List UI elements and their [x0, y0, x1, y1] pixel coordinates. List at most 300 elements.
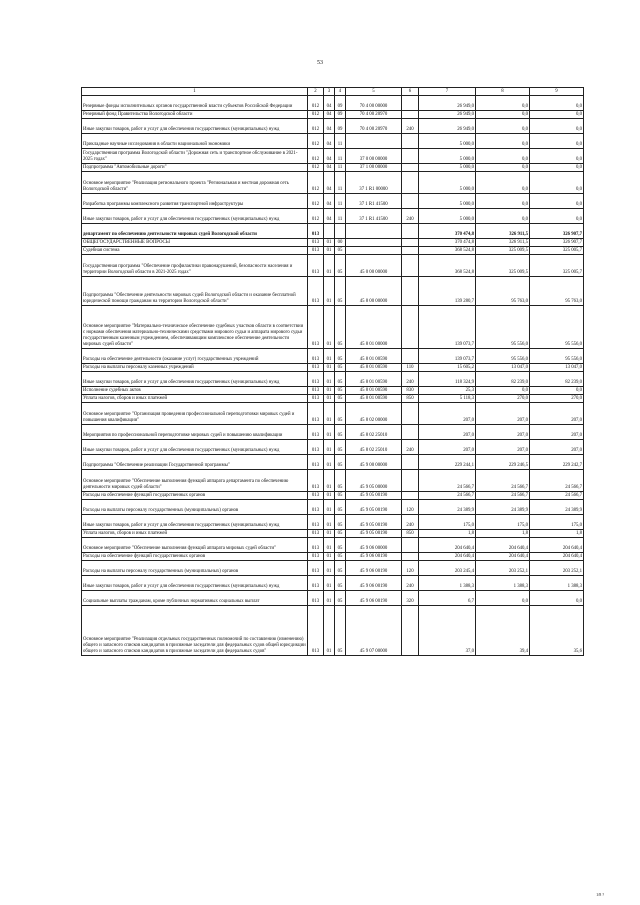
expense-type-code: 120 — [402, 500, 419, 515]
subsection-code: 05 — [335, 530, 346, 538]
subsection-code: 05 — [335, 440, 346, 455]
amount-year-1: 139 073,7 — [419, 306, 476, 349]
table-row — [82, 194, 584, 209]
target-article-code: 45 8 01 00590 — [346, 372, 402, 387]
amount-year-1: 5 000,0 — [419, 164, 476, 172]
amount-year-3: 203 252,1 — [530, 561, 584, 576]
amount-year-3: 24 566,7 — [530, 470, 584, 492]
admin-code: 013 — [308, 530, 324, 538]
section-code: 01 — [324, 403, 335, 425]
row-name: департамент по обеспечению деятельности мировых судей Вологодской области — [82, 224, 308, 239]
section-code: 04 — [324, 209, 335, 224]
admin-code: 012 — [308, 209, 324, 224]
admin-code: 013 — [308, 239, 324, 247]
amount-year-1: 370 474,8 — [419, 239, 476, 247]
expense-type-code — [402, 425, 419, 440]
amount-year-2: 0,0 — [476, 134, 530, 149]
column-header: 6 — [402, 88, 419, 96]
section-code: 04 — [324, 172, 335, 194]
section-code: 01 — [324, 470, 335, 492]
amount-year-2: 95 556,0 — [476, 306, 530, 349]
row-name: Государственная программа "Обеспечение профилактики правонарушений, безопасности населения и территории Вологодской области в 2021-2025 годах" — [82, 255, 308, 277]
amount-year-1: 175,0 — [419, 515, 476, 530]
expense-type-code — [402, 172, 419, 194]
table-row — [82, 576, 584, 591]
admin-code: 013 — [308, 395, 324, 403]
expense-type-code — [402, 164, 419, 172]
row-name: Подпрограмма "Обеспечение реализации Государственной программы" — [82, 455, 308, 470]
target-article-code: 45 8 02 25010 — [346, 425, 402, 440]
amount-year-2: 204 640,4 — [476, 538, 530, 553]
expense-type-code: 240 — [402, 119, 419, 134]
table-row — [82, 239, 584, 247]
expense-type-code — [402, 277, 419, 306]
admin-code: 013 — [308, 553, 324, 561]
amount-year-3: 0,0 — [530, 209, 584, 224]
target-article-code: 45 9 05 00190 — [346, 530, 402, 538]
target-article-code: 70 4 00 20970 — [346, 111, 402, 119]
table-row — [82, 134, 584, 149]
target-article-code: 45 9 05 00000 — [346, 470, 402, 492]
amount-year-3: 326 907,7 — [530, 224, 584, 239]
subsection-code: 05 — [335, 425, 346, 440]
amount-year-3: 95 763,0 — [530, 277, 584, 306]
expense-type-code: 240 — [402, 372, 419, 387]
amount-year-1: 15 605,2 — [419, 364, 476, 372]
section-code: 01 — [324, 306, 335, 349]
section-code: 04 — [324, 134, 335, 149]
section-code: 01 — [324, 530, 335, 538]
row-name: Иные закупки товаров, работ и услуг для обеспечения государственных (муниципальных) нужд — [82, 576, 308, 591]
admin-code: 013 — [308, 403, 324, 425]
subsection-code: 09 — [335, 111, 346, 119]
amount-year-1: 1,8 — [419, 530, 476, 538]
target-article-code — [346, 134, 402, 149]
subsection-code: 05 — [335, 538, 346, 553]
admin-code: 012 — [308, 96, 324, 111]
target-article-code: 45 9 05 00190 — [346, 492, 402, 500]
amount-year-2: 325 009,5 — [476, 247, 530, 255]
admin-code: 012 — [308, 119, 324, 134]
row-name: Основное мероприятие "Обеспечение выполнения функций аппарата мировых судей области" — [82, 538, 308, 553]
section-code: 01 — [324, 239, 335, 247]
row-name: Резервные фонды исполнительных органов государственной власти субъектов Российской Федерации — [82, 96, 308, 111]
amount-year-2: 13 047,0 — [476, 364, 530, 372]
row-name: Государственная программа Вологодской области "Дорожная сеть и транспортное обслуживание в 2021-2025 годах" — [82, 149, 308, 164]
target-article-code: 45 9 06 00000 — [346, 538, 402, 553]
row-name: Расходы на выплаты персоналу казенных учреждений — [82, 364, 308, 372]
amount-year-3: 1,8 — [530, 530, 584, 538]
subsection-code — [335, 224, 346, 239]
amount-year-1: 207,0 — [419, 403, 476, 425]
row-name: Судебная система — [82, 247, 308, 255]
amount-year-1: 24 566,7 — [419, 470, 476, 492]
amount-year-3: 229 242,7 — [530, 455, 584, 470]
row-name: Расходы на обеспечение функций государственных органов — [82, 553, 308, 561]
column-header: 2 — [308, 88, 324, 96]
subsection-code: 05 — [335, 553, 346, 561]
table-row — [82, 306, 584, 349]
section-code: 01 — [324, 387, 335, 395]
admin-code: 013 — [308, 440, 324, 455]
amount-year-3: 0,0 — [530, 387, 584, 395]
subsection-code: 05 — [335, 455, 346, 470]
subsection-code: 11 — [335, 149, 346, 164]
expense-type-code: 240 — [402, 515, 419, 530]
admin-code: 013 — [308, 306, 324, 349]
admin-code: 013 — [308, 224, 324, 239]
target-article-code: 45 9 00 00000 — [346, 455, 402, 470]
row-name: Расходы на выплаты персоналу государственных (муниципальных) органов — [82, 500, 308, 515]
amount-year-3: 325 005,7 — [530, 255, 584, 277]
subsection-code: 05 — [335, 247, 346, 255]
section-code: 01 — [324, 255, 335, 277]
subsection-code: 05 — [335, 395, 346, 403]
amount-year-1: 25,3 — [419, 387, 476, 395]
amount-year-1: 207,0 — [419, 440, 476, 455]
section-code: 01 — [324, 492, 335, 500]
admin-code: 013 — [308, 500, 324, 515]
row-name: Иные закупки товаров, работ и услуг для обеспечения государственных (муниципальных) нужд — [82, 209, 308, 224]
table-row — [82, 96, 584, 111]
column-header: 9 — [530, 88, 584, 96]
target-article-code: 45 9 06 00190 — [346, 553, 402, 561]
expense-type-code — [402, 306, 419, 349]
column-header: 7 — [419, 88, 476, 96]
amount-year-1: 368 524,8 — [419, 247, 476, 255]
target-article-code — [346, 224, 402, 239]
row-name: Мероприятия по профессиональной переподготовке мировых судей и повышению квалификации — [82, 425, 308, 440]
subsection-code: 05 — [335, 364, 346, 372]
column-header: 4 — [335, 88, 346, 96]
row-name: Расходы на обеспечение деятельности (оказание услуг) государственных учреждений — [82, 349, 308, 364]
amount-year-3: 204 640,4 — [530, 538, 584, 553]
budget-table — [81, 87, 584, 656]
amount-year-1: 118 324,9 — [419, 372, 476, 387]
column-header: 3 — [324, 88, 335, 96]
table-row — [82, 149, 584, 164]
amount-year-1: 368 524,8 — [419, 255, 476, 277]
amount-year-3: 0,0 — [530, 111, 584, 119]
section-code — [324, 224, 335, 239]
table-row — [82, 372, 584, 387]
table-row — [82, 395, 584, 403]
amount-year-3: 0,0 — [530, 149, 584, 164]
amount-year-3: 95 556,0 — [530, 306, 584, 349]
column-header: 8 — [476, 88, 530, 96]
table-row — [82, 119, 584, 134]
row-name: Уплата налогов, сборов и иных платежей — [82, 395, 308, 403]
amount-year-1: 5 000,0 — [419, 134, 476, 149]
column-header: 1 — [82, 88, 308, 96]
amount-year-3: 0,0 — [530, 194, 584, 209]
target-article-code — [346, 247, 402, 255]
amount-year-1: 204 640,4 — [419, 538, 476, 553]
section-code: 01 — [324, 591, 335, 606]
amount-year-2: 24 389,9 — [476, 500, 530, 515]
expense-type-code — [402, 224, 419, 239]
table-row — [82, 349, 584, 364]
amount-year-1: 6,7 — [419, 591, 476, 606]
table-row — [82, 224, 584, 239]
admin-code: 013 — [308, 561, 324, 576]
section-code: 01 — [324, 455, 335, 470]
row-name: Основное мероприятие "Материально-техническое обеспечение судебных участков области в соответствии с нормами обеспечения материально-техническими средствами мирового судьи и аппарата мирового судьи государственным казенным учреждением, обеспечивающим комплексное обеспечение деятельности мировых судей области" — [82, 306, 308, 349]
row-name: Иные закупки товаров, работ и услуг для обеспечения государственных (муниципальных) нужд — [82, 440, 308, 455]
target-article-code: 45 9 06 00190 — [346, 591, 402, 606]
subsection-code: 09 — [335, 119, 346, 134]
amount-year-1: 5 000,0 — [419, 209, 476, 224]
admin-code: 013 — [308, 606, 324, 656]
amount-year-2: 39,4 — [476, 606, 530, 656]
admin-code: 012 — [308, 172, 324, 194]
amount-year-2: 0,0 — [476, 149, 530, 164]
amount-year-2: 95 763,0 — [476, 277, 530, 306]
expense-type-code — [402, 553, 419, 561]
amount-year-1: 5 118,3 — [419, 395, 476, 403]
admin-code: 013 — [308, 591, 324, 606]
row-name: Основное мероприятие "Организация проведения профессиональной переподготовки мировых судей и повышения квалификации" — [82, 403, 308, 425]
amount-year-1: 139 073,7 — [419, 349, 476, 364]
table-row — [82, 553, 584, 561]
amount-year-1: 370 474,8 — [419, 224, 476, 239]
amount-year-2: 0,0 — [476, 209, 530, 224]
row-name: Основное мероприятие "Обеспечение выполнения функций аппарата департамента по обеспечению деятельности мировых судей области" — [82, 470, 308, 492]
expense-type-code — [402, 239, 419, 247]
target-article-code: 45 9 05 00190 — [346, 515, 402, 530]
amount-year-2: 207,0 — [476, 425, 530, 440]
section-code: 01 — [324, 515, 335, 530]
amount-year-2: 1,8 — [476, 530, 530, 538]
expense-type-code: 850 — [402, 530, 419, 538]
table-row — [82, 164, 584, 172]
target-article-code: 45 0 00 00000 — [346, 255, 402, 277]
section-code: 01 — [324, 395, 335, 403]
section-code: 04 — [324, 164, 335, 172]
admin-code: 013 — [308, 255, 324, 277]
table-row — [82, 255, 584, 277]
section-code: 04 — [324, 149, 335, 164]
amount-year-3: 0,0 — [530, 164, 584, 172]
amount-year-3: 207,0 — [530, 440, 584, 455]
amount-year-2: 175,0 — [476, 515, 530, 530]
subsection-code: 11 — [335, 164, 346, 172]
target-article-code: 70 4 00 00000 — [346, 96, 402, 111]
admin-code: 013 — [308, 470, 324, 492]
row-name: Исполнение судебных актов — [82, 387, 308, 395]
target-article-code: 45 8 00 00000 — [346, 277, 402, 306]
amount-year-1: 26 949,0 — [419, 119, 476, 134]
amount-year-1: 26 949,0 — [419, 111, 476, 119]
section-code: 04 — [324, 119, 335, 134]
amount-year-3: 0,0 — [530, 96, 584, 111]
table-row — [82, 492, 584, 500]
admin-code: 012 — [308, 149, 324, 164]
amount-year-1: 203 245,4 — [419, 561, 476, 576]
amount-year-3: 0,0 — [530, 119, 584, 134]
table-row — [82, 172, 584, 194]
amount-year-2: 1 388,3 — [476, 576, 530, 591]
target-article-code: 45 8 01 00590 — [346, 387, 402, 395]
amount-year-1: 5 000,0 — [419, 194, 476, 209]
target-article-code: 45 9 05 00190 — [346, 500, 402, 515]
admin-code: 013 — [308, 515, 324, 530]
subsection-code: 11 — [335, 194, 346, 209]
amount-year-2: 0,0 — [476, 164, 530, 172]
amount-year-2: 203 252,1 — [476, 561, 530, 576]
amount-year-3: 24 389,9 — [530, 500, 584, 515]
subsection-code: 11 — [335, 172, 346, 194]
amount-year-2: 0,0 — [476, 96, 530, 111]
section-code: 01 — [324, 553, 335, 561]
expense-type-code — [402, 255, 419, 277]
amount-year-1: 204 640,4 — [419, 553, 476, 561]
amount-year-2: 95 556,0 — [476, 349, 530, 364]
expense-type-code: 120 — [402, 561, 419, 576]
row-name: Основное мероприятие "Реализация регионального проекта "Региональная и местная дорожная сеть Вологодской области" — [82, 172, 308, 194]
admin-code: 012 — [308, 134, 324, 149]
amount-year-2: 0,0 — [476, 387, 530, 395]
expense-type-code — [402, 606, 419, 656]
amount-year-3: 207,0 — [530, 425, 584, 440]
section-code: 01 — [324, 277, 335, 306]
amount-year-2: 24 566,7 — [476, 492, 530, 500]
amount-year-3: 35,6 — [530, 606, 584, 656]
section-code: 01 — [324, 364, 335, 372]
amount-year-2: 0,0 — [476, 194, 530, 209]
target-article-code: 37 1 R1 41500 — [346, 194, 402, 209]
expense-type-code — [402, 492, 419, 500]
expense-type-code: 110 — [402, 364, 419, 372]
amount-year-1: 24 389,9 — [419, 500, 476, 515]
amount-year-3: 13 047,0 — [530, 364, 584, 372]
subsection-code: 05 — [335, 561, 346, 576]
table-row — [82, 111, 584, 119]
amount-year-1: 37,0 — [419, 606, 476, 656]
amount-year-2: 207,0 — [476, 440, 530, 455]
admin-code: 013 — [308, 364, 324, 372]
section-code: 04 — [324, 194, 335, 209]
target-article-code: 37 1 R1 00000 — [346, 172, 402, 194]
section-code: 01 — [324, 349, 335, 364]
expense-type-code — [402, 149, 419, 164]
subsection-code: 09 — [335, 96, 346, 111]
amount-year-2: 270,0 — [476, 395, 530, 403]
amount-year-3: 326 907,7 — [530, 239, 584, 247]
table-row — [82, 209, 584, 224]
amount-year-1: 5 000,0 — [419, 149, 476, 164]
table-row — [82, 364, 584, 372]
row-name: Расходы на обеспечение функций государственных органов — [82, 492, 308, 500]
row-name: Разработка программы комплексного развития транспортной инфраструктуры — [82, 194, 308, 209]
amount-year-3: 0,0 — [530, 591, 584, 606]
subsection-code: 00 — [335, 239, 346, 247]
section-code: 01 — [324, 606, 335, 656]
amount-year-2: 325 009,5 — [476, 255, 530, 277]
page-number: 53 — [317, 60, 323, 66]
amount-year-2: 326 911,5 — [476, 239, 530, 247]
amount-year-1: 26 949,0 — [419, 96, 476, 111]
table-row — [82, 538, 584, 553]
subsection-code: 05 — [335, 470, 346, 492]
target-article-code: 45 8 01 00590 — [346, 349, 402, 364]
subsection-code: 05 — [335, 255, 346, 277]
page-footer: 1/8 ? — [596, 892, 604, 897]
table-row — [82, 425, 584, 440]
target-article-code: 37 0 00 00000 — [346, 149, 402, 164]
section-code: 01 — [324, 500, 335, 515]
section-code: 04 — [324, 96, 335, 111]
admin-code: 013 — [308, 425, 324, 440]
expense-type-code — [402, 96, 419, 111]
expense-type-code — [402, 247, 419, 255]
admin-code: 013 — [308, 247, 324, 255]
row-name: Основное мероприятие "Реализация отдельных государственных полномочий по составлению (изменению) общего и запасного списков кандидатов в присяжные заседатели для федеральных судов общей юрисдикции общего и запасного списков кандидатов в присяжные заседатели для федеральных судов" — [82, 606, 308, 656]
section-code: 01 — [324, 538, 335, 553]
table-row — [82, 561, 584, 576]
section-code: 01 — [324, 372, 335, 387]
amount-year-3: 24 566,7 — [530, 492, 584, 500]
expense-type-code: 240 — [402, 576, 419, 591]
target-article-code: 45 8 01 00590 — [346, 395, 402, 403]
amount-year-2: 0,0 — [476, 119, 530, 134]
subsection-code: 05 — [335, 372, 346, 387]
target-article-code: 45 9 06 00190 — [346, 576, 402, 591]
expense-type-code — [402, 349, 419, 364]
table-row — [82, 470, 584, 492]
expense-type-code — [402, 194, 419, 209]
admin-code: 012 — [308, 194, 324, 209]
target-article-code: 70 4 00 20970 — [346, 119, 402, 134]
table-row — [82, 515, 584, 530]
amount-year-3: 175,0 — [530, 515, 584, 530]
table-row — [82, 247, 584, 255]
target-article-code: 37 1 R1 41500 — [346, 209, 402, 224]
row-name: Подпрограмма "Обеспечение деятельности мировых судей Вологодской области и оказание бесплатной юридической помощи гражданам на территории Вологодской области" — [82, 277, 308, 306]
amount-year-3: 82 239,0 — [530, 372, 584, 387]
subsection-code: 05 — [335, 591, 346, 606]
column-header: 5 — [346, 88, 402, 96]
amount-year-1: 139 280,7 — [419, 277, 476, 306]
table-row — [82, 277, 584, 306]
amount-year-1: 207,0 — [419, 425, 476, 440]
admin-code: 013 — [308, 455, 324, 470]
subsection-code: 11 — [335, 209, 346, 224]
amount-year-2: 82 239,0 — [476, 372, 530, 387]
table-row — [82, 455, 584, 470]
expense-type-code — [402, 111, 419, 119]
amount-year-1: 1 388,3 — [419, 576, 476, 591]
amount-year-3: 204 640,4 — [530, 553, 584, 561]
amount-year-1: 24 566,7 — [419, 492, 476, 500]
expense-type-code — [402, 403, 419, 425]
target-article-code: 45 9 06 00190 — [346, 561, 402, 576]
section-code: 04 — [324, 111, 335, 119]
expense-type-code: 830 — [402, 387, 419, 395]
admin-code: 012 — [308, 111, 324, 119]
expense-type-code — [402, 470, 419, 492]
expense-type-code — [402, 455, 419, 470]
admin-code: 013 — [308, 349, 324, 364]
row-name: Социальные выплаты гражданам, кроме публичных нормативных социальных выплат — [82, 591, 308, 606]
target-article-code: 45 8 02 25010 — [346, 440, 402, 455]
target-article-code: 45 8 01 00590 — [346, 364, 402, 372]
row-name: Резервный фонд Правительства Вологодской области — [82, 111, 308, 119]
header-row — [82, 88, 584, 96]
subsection-code: 05 — [335, 306, 346, 349]
expense-type-code: 320 — [402, 591, 419, 606]
admin-code: 013 — [308, 372, 324, 387]
